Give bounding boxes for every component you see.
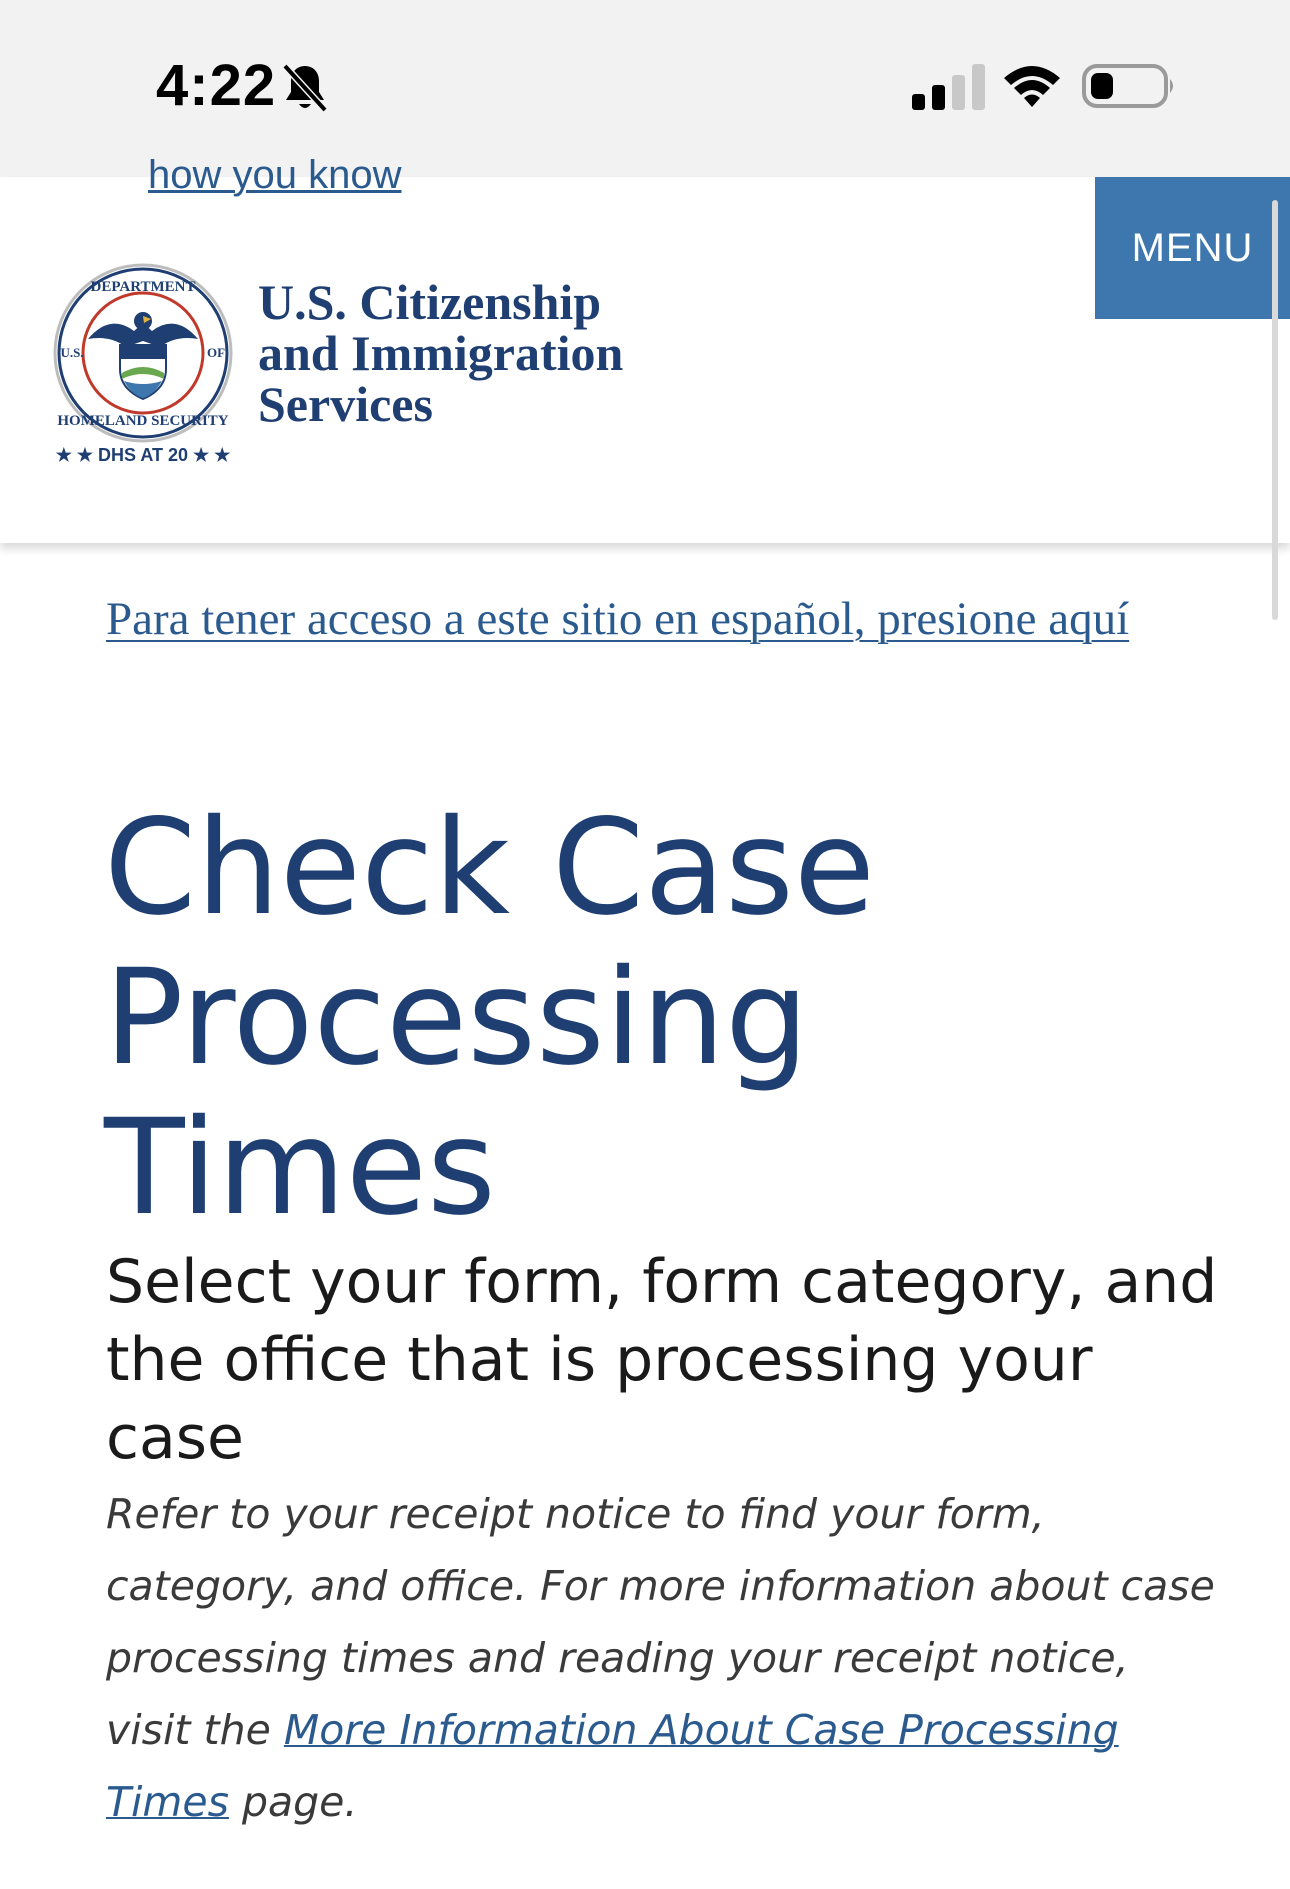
svg-text:OF: OF bbox=[206, 345, 226, 360]
bell-slash-icon bbox=[280, 62, 330, 114]
agency-name-line-3: Services bbox=[258, 376, 433, 432]
main-content bbox=[0, 543, 1290, 1889]
svg-text:DEPARTMENT: DEPARTMENT bbox=[90, 279, 196, 295]
battery-icon bbox=[1082, 62, 1178, 110]
status-time: 4:22 bbox=[156, 53, 277, 118]
how-you-know-link[interactable]: how you know bbox=[148, 153, 402, 197]
dhs-seal-logo[interactable] bbox=[48, 261, 238, 471]
svg-text:★ ★ DHS AT 20 ★ ★: ★ ★ DHS AT 20 ★ ★ bbox=[55, 445, 231, 465]
scroll-indicator[interactable] bbox=[1272, 200, 1278, 620]
intro-text-after-link: page. bbox=[228, 1778, 358, 1826]
svg-text:HOMELAND SECURITY: HOMELAND SECURITY bbox=[57, 413, 229, 429]
status-bar bbox=[0, 0, 1290, 177]
intro-text bbox=[106, 1478, 1216, 1838]
agency-name[interactable] bbox=[258, 274, 624, 432]
site-header bbox=[0, 153, 1290, 543]
intro-text-before-link: Refer to your receipt notice to find your form, category, and office. For more information about case processing times and reading your receipt notice, visit the bbox=[106, 1490, 1215, 1754]
page-subtitle: Select your form, form category, and the office that is processing your case bbox=[106, 1247, 1218, 1473]
spanish-site-link[interactable]: Para tener acceso a este sitio en español, presione aquí bbox=[106, 593, 1130, 645]
page-title: Check Case Processing Times bbox=[104, 791, 876, 1245]
more-information-link[interactable]: More Information About Case Processing Times bbox=[106, 1706, 1119, 1826]
agency-name-line-1: U.S. Citizenship bbox=[258, 274, 602, 330]
wifi-icon bbox=[1002, 62, 1062, 110]
agency-name-line-2: and Immigration bbox=[258, 325, 624, 381]
svg-text:U.S.: U.S. bbox=[60, 345, 84, 360]
menu-button[interactable]: MENU bbox=[1095, 177, 1290, 319]
cellular-signal-icon bbox=[912, 64, 986, 110]
